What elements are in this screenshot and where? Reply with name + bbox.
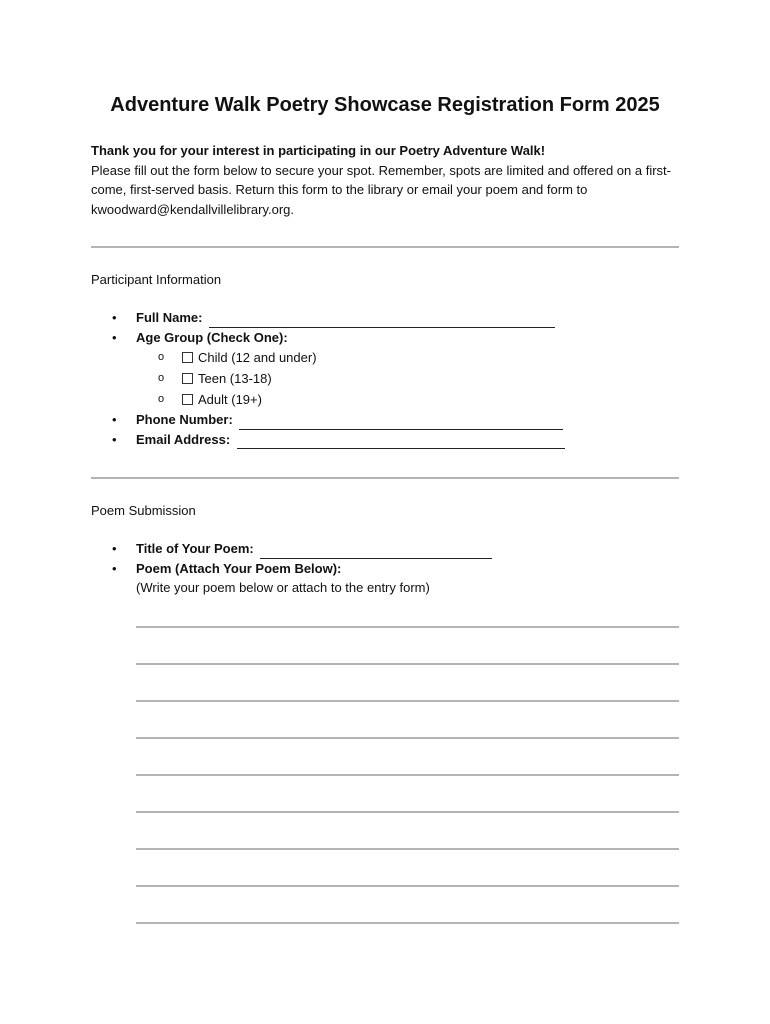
bullet: • <box>112 431 117 447</box>
email-label: Email Address: <box>136 431 231 447</box>
sub-bullet: o <box>158 351 165 363</box>
age-option-teen <box>112 368 565 389</box>
poem-writing-line[interactable] <box>136 922 679 924</box>
full-name-item <box>112 308 565 328</box>
phone-item <box>112 410 565 430</box>
poem-writing-line[interactable] <box>136 700 679 702</box>
bullet: • <box>112 412 117 427</box>
poem-title-field[interactable] <box>260 544 492 559</box>
age-option-label: Child (12 and under) <box>198 350 317 365</box>
intro-body: Please fill out the form below to secure your spot. Remember, spots are limited and offered on a first-come, first-served basis. Return this form to the library or email your poem and form to kwoodward@kendallvillelibrary.org. <box>91 162 671 217</box>
form-title: Adventure Walk Poetry Showcase Registration Form 2025 <box>110 94 660 116</box>
age-option-label: Teen (13-18) <box>198 371 272 386</box>
checkbox-teen[interactable] <box>182 373 193 384</box>
checkbox-adult[interactable] <box>182 394 193 405</box>
poem-writing-line[interactable] <box>136 737 679 739</box>
intro-lead: Thank you for your interest in participating in our Poetry Adventure Walk! <box>91 143 546 158</box>
checkbox-child[interactable] <box>182 352 193 363</box>
poem-fields <box>112 539 492 598</box>
section-divider <box>91 477 679 479</box>
intro-paragraph <box>91 141 691 219</box>
poem-body-item <box>112 559 492 579</box>
poem-title-item <box>112 539 492 559</box>
poem-writing-line[interactable] <box>136 885 679 887</box>
full-name-field[interactable] <box>209 313 555 328</box>
email-field[interactable] <box>237 434 565 449</box>
poem-writing-line[interactable] <box>136 774 679 776</box>
full-name-label: Full Name: <box>136 310 203 325</box>
phone-label: Phone Number: <box>136 412 233 427</box>
age-group-label: Age Group (Check One): <box>136 329 288 345</box>
phone-field[interactable] <box>239 415 563 430</box>
age-group-item <box>112 328 565 348</box>
poem-title-label: Title of Your Poem: <box>136 541 254 556</box>
email-item <box>112 430 565 450</box>
age-option-label: Adult (19+) <box>198 392 262 407</box>
bullet: • <box>112 560 117 576</box>
poem-writing-line[interactable] <box>136 663 679 665</box>
bullet: • <box>112 310 117 325</box>
poem-writing-line[interactable] <box>136 848 679 850</box>
poem-writing-line[interactable] <box>136 626 679 628</box>
age-option-child <box>112 347 565 368</box>
age-option-adult <box>112 389 565 410</box>
participant-section-heading: Participant Information <box>91 272 222 287</box>
sub-bullet: o <box>158 372 165 384</box>
poem-body-label: Poem (Attach Your Poem Below): <box>136 560 342 576</box>
participant-fields <box>112 308 565 449</box>
poem-section-heading: Poem Submission <box>91 503 196 518</box>
poem-writing-line[interactable] <box>136 811 679 813</box>
section-divider <box>91 246 679 248</box>
poem-instructions: (Write your poem below or attach to the entry form) <box>136 580 430 595</box>
bullet: • <box>112 541 117 556</box>
sub-bullet: o <box>158 393 165 405</box>
bullet: • <box>112 329 117 345</box>
